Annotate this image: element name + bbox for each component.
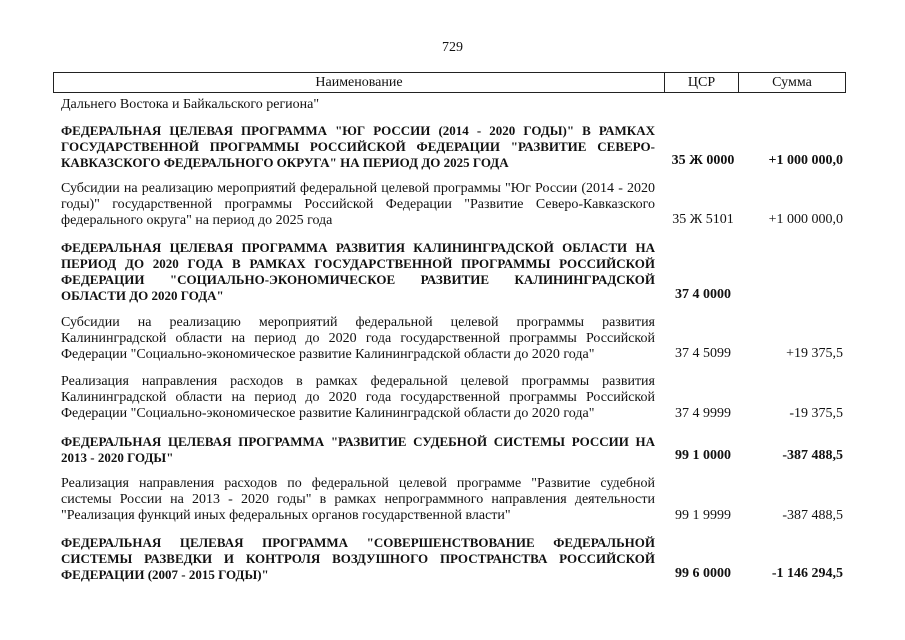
row-csr: 35 Ж 0000 (671, 153, 735, 168)
row-name: ФЕДЕРАЛЬНАЯ ЦЕЛЕВАЯ ПРОГРАММА "ЮГ РОССИИ (2014 - 2020 ГОДЫ)" В РАМКАХ ГОСУДАРСТВЕННОЙ ПРОГРАММЫ РОССИЙСКОЙ ФЕДЕРАЦИИ "РАЗВИТИЕ СЕВЕРО-КАВКАЗСКОГО ФЕДЕРАЛЬНОГО ОКРУГА" НА ПЕРИОД ДО 2025 ГОДА (61, 123, 655, 170)
row-name: Реализация направления расходов в рамках федеральной целевой программы развития Калининградской области на период до 2020 года государственной программы Российской Федерации "Социально-экономическое развитие Калининградской области до 2020 года" (61, 374, 655, 421)
continuation-text: Дальнего Востока и Байкальского региона" (61, 97, 320, 112)
row-csr: 99 1 9999 (675, 508, 731, 523)
row-csr: 99 6 0000 (675, 566, 731, 581)
column-header-csr: ЦСР (665, 73, 739, 92)
row-sum: -387 488,5 (782, 448, 843, 463)
row-sum: +19 375,5 (786, 346, 843, 361)
column-header-name: Наименование (54, 73, 665, 92)
column-header-sum: Сумма (772, 74, 812, 90)
row-name: Субсидии на реализацию мероприятий федеральной целевой программы развития Калининградской области на период до 2020 года государственной программы Российской Федерации "Социально-экономическое развитие Калининградской области до 2020 года" (61, 315, 655, 362)
row-name: Субсидии на реализацию мероприятий федеральной целевой программы "Юг России (2014 - 2020 годы)" государственной программы Российской Федерации "Развитие Северо-Кавказского федерального округа" на период до 2025 года (61, 181, 655, 228)
row-name: ФЕДЕРАЛЬНАЯ ЦЕЛЕВАЯ ПРОГРАММА "СОВЕРШЕНСТВОВАНИЕ ФЕДЕРАЛЬНОЙ СИСТЕМЫ РАЗВЕДКИ И КОНТРОЛЯ ВОЗДУШНОГО ПРОСТРАНСТВА РОССИЙСКОЙ ФЕДЕРАЦИИ (2007 - 2015 ГОДЫ)" (61, 535, 655, 582)
row-name: Реализация направления расходов по федеральной целевой программе "Развитие судебной системы России на 2013 - 2020 годы" в рамках непрограммного направления деятельности "Реализация функций иных федеральных органов государственной власти" (61, 476, 655, 523)
row-csr: 99 1 0000 (675, 448, 731, 463)
row-sum: +1 000 000,0 (768, 212, 843, 227)
row-csr: 35 Ж 5101 (672, 212, 734, 227)
row-sum: -387 488,5 (782, 508, 843, 523)
row-name: ФЕДЕРАЛЬНАЯ ЦЕЛЕВАЯ ПРОГРАММА "РАЗВИТИЕ СУДЕБНОЙ СИСТЕМЫ РОССИИ НА 2013 - 2020 ГОДЫ" (61, 434, 655, 465)
row-csr: 37 4 9999 (675, 406, 731, 421)
row-sum: -19 375,5 (789, 406, 843, 421)
row-sum: -1 146 294,5 (771, 566, 843, 581)
page-number: 729 (442, 40, 463, 55)
row-name: ФЕДЕРАЛЬНАЯ ЦЕЛЕВАЯ ПРОГРАММА РАЗВИТИЯ КАЛИНИНГРАДСКОЙ ОБЛАСТИ НА ПЕРИОД ДО 2020 ГОДА В РАМКАХ ГОСУДАРСТВЕННОЙ ПРОГРАММЫ РОССИЙСКОЙ ФЕДЕРАЦИИ "СОЦИАЛЬНО-ЭКОНОМИЧЕСКОЕ РАЗВИТИЕ КАЛИНИНГРАДСКОЙ ОБЛАСТИ ДО 2020 ГОДА" (61, 240, 655, 303)
row-sum: +1 000 000,0 (768, 153, 843, 168)
table-header (53, 72, 846, 93)
row-csr: 37 4 0000 (675, 287, 731, 302)
row-csr: 37 4 5099 (675, 346, 731, 361)
